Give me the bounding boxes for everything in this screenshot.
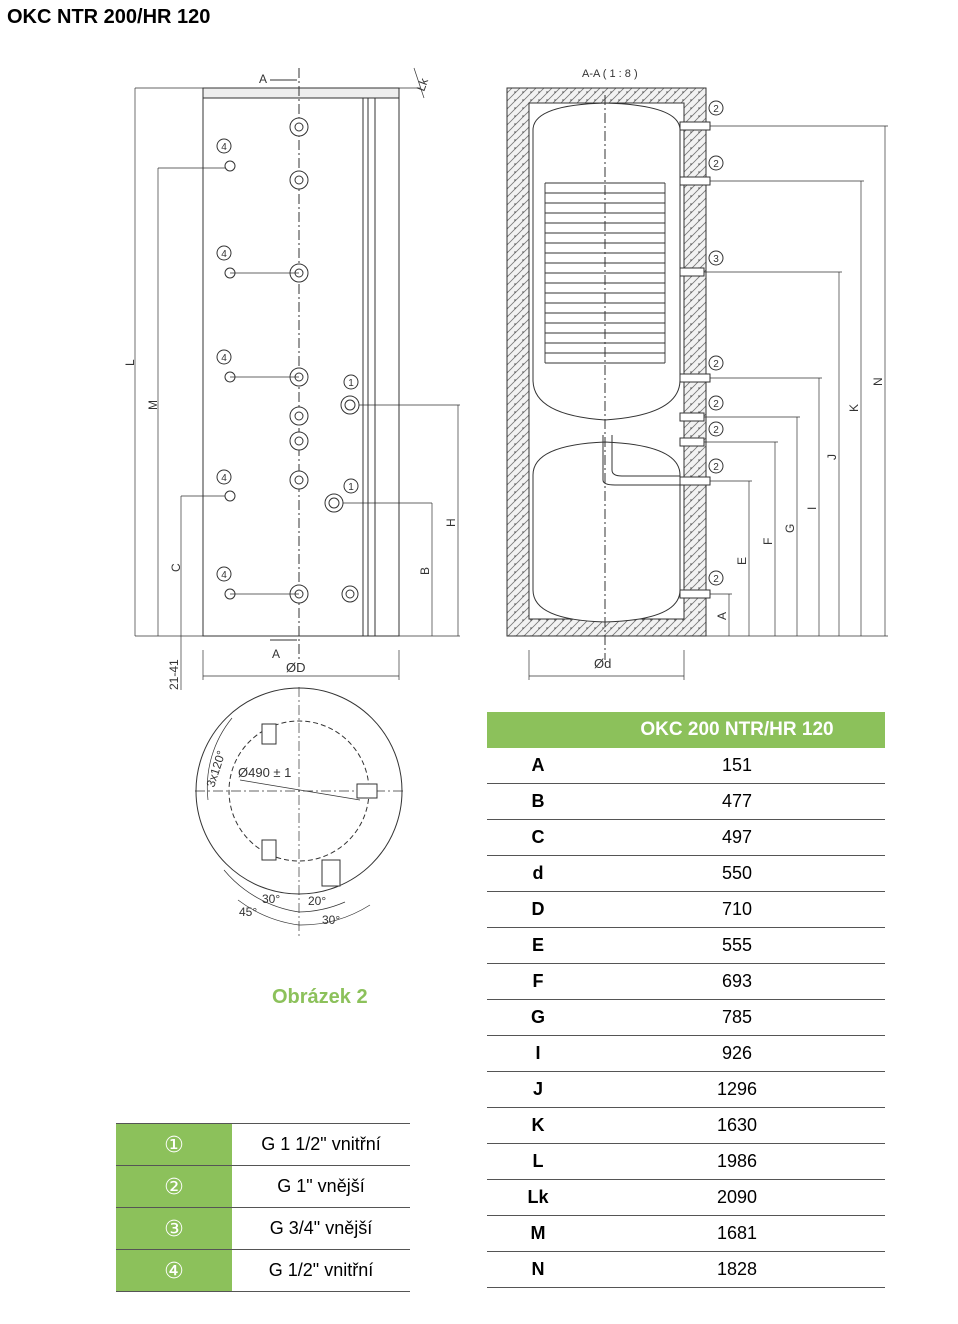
dim-label-C: C bbox=[169, 563, 183, 572]
page-title: OKC NTR 200/HR 120 bbox=[7, 6, 211, 28]
table-header-model: OKC 200 NTR/HR 120 bbox=[589, 712, 885, 748]
dimension-label: F bbox=[487, 964, 589, 1000]
section-marker-bottom: A bbox=[272, 647, 281, 661]
dim-label-K: K bbox=[847, 403, 861, 412]
dim-lk-label: Lk bbox=[413, 76, 432, 94]
top-view-angle-3: 20° bbox=[308, 894, 327, 908]
dim-label-E: E bbox=[735, 556, 749, 565]
thread-symbol: ② bbox=[116, 1166, 232, 1208]
marker-4: 4 bbox=[221, 570, 227, 581]
top-view-diameter: Ø490 ± 1 bbox=[238, 765, 292, 780]
dimensions-table bbox=[487, 712, 885, 1288]
dim-label-B: B bbox=[418, 566, 432, 575]
marker-3: 3 bbox=[713, 254, 719, 265]
thread-description: G 1" vnější bbox=[232, 1166, 410, 1208]
dimension-value: 497 bbox=[589, 820, 885, 856]
dimension-label: C bbox=[487, 820, 589, 856]
dimension-label: M bbox=[487, 1216, 589, 1252]
marker-2: 2 bbox=[713, 462, 719, 473]
table-row bbox=[116, 1208, 410, 1250]
dimension-label: E bbox=[487, 928, 589, 964]
table-row bbox=[487, 1216, 885, 1252]
marker-1: 1 bbox=[348, 482, 354, 493]
thread-description: G 3/4" vnější bbox=[232, 1208, 410, 1250]
table-row bbox=[487, 1144, 885, 1180]
section-marker-top: A bbox=[259, 72, 268, 86]
dim-offset: 21-41 bbox=[167, 659, 181, 690]
dimension-value: 926 bbox=[589, 1036, 885, 1072]
table-row bbox=[487, 1000, 885, 1036]
dimension-label: d bbox=[487, 856, 589, 892]
dimension-label: B bbox=[487, 784, 589, 820]
table-row bbox=[116, 1166, 410, 1208]
table-row bbox=[487, 964, 885, 1000]
dimension-label: K bbox=[487, 1108, 589, 1144]
dimension-label: A bbox=[487, 748, 589, 784]
dimension-label: G bbox=[487, 1000, 589, 1036]
dim-diameter-D: ØD bbox=[286, 660, 306, 675]
marker-2: 2 bbox=[713, 399, 719, 410]
marker-4: 4 bbox=[221, 249, 227, 260]
marker-2: 2 bbox=[713, 104, 719, 115]
dim-label-G: G bbox=[783, 523, 797, 533]
marker-2: 2 bbox=[713, 425, 719, 436]
table-row bbox=[487, 1252, 885, 1288]
dimension-label: N bbox=[487, 1252, 589, 1288]
dimension-value: 1630 bbox=[589, 1108, 885, 1144]
dimension-value: 693 bbox=[589, 964, 885, 1000]
marker-2: 2 bbox=[713, 159, 719, 170]
table-row bbox=[487, 1108, 885, 1144]
table-row bbox=[487, 820, 885, 856]
thread-symbol: ① bbox=[116, 1124, 232, 1166]
dimension-value: 785 bbox=[589, 1000, 885, 1036]
top-view-angle-1: 3x120° bbox=[203, 748, 229, 789]
dimension-label: J bbox=[487, 1072, 589, 1108]
table-row bbox=[487, 928, 885, 964]
table-row bbox=[487, 1072, 885, 1108]
marker-2: 2 bbox=[713, 574, 719, 585]
table-row bbox=[487, 784, 885, 820]
dim-label-N: N bbox=[871, 377, 885, 386]
marker-4: 4 bbox=[221, 473, 227, 484]
dim-label-H: H bbox=[444, 518, 458, 527]
dimension-value: 1986 bbox=[589, 1144, 885, 1180]
dim-label-M: M bbox=[146, 400, 160, 410]
dimension-label: D bbox=[487, 892, 589, 928]
marker-4: 4 bbox=[221, 142, 227, 153]
dim-diameter-d: Ød bbox=[594, 656, 612, 671]
table-row bbox=[487, 1036, 885, 1072]
top-view-angle-5: 30° bbox=[322, 913, 341, 927]
table-row bbox=[116, 1124, 410, 1166]
dimension-value: 1828 bbox=[589, 1252, 885, 1288]
top-view-angle-4: 45° bbox=[239, 905, 258, 919]
dim-label-L: L bbox=[123, 359, 137, 366]
dimension-label: Lk bbox=[487, 1180, 589, 1216]
dimension-label: L bbox=[487, 1144, 589, 1180]
dim-label-I: I bbox=[805, 506, 819, 510]
dimension-value: 2090 bbox=[589, 1180, 885, 1216]
dimension-value: 477 bbox=[589, 784, 885, 820]
marker-2: 2 bbox=[713, 359, 719, 370]
marker-1: 1 bbox=[348, 378, 354, 389]
dim-label-F: F bbox=[761, 537, 775, 545]
dimension-value: 555 bbox=[589, 928, 885, 964]
dimension-value: 151 bbox=[589, 748, 885, 784]
thread-description: G 1 1/2" vnitřní bbox=[232, 1124, 410, 1166]
dimension-value: 1296 bbox=[589, 1072, 885, 1108]
dimension-value: 1681 bbox=[589, 1216, 885, 1252]
table-header-blank bbox=[487, 712, 589, 748]
table-row bbox=[487, 856, 885, 892]
table-row bbox=[487, 892, 885, 928]
dim-label-A: A bbox=[715, 611, 729, 620]
dimension-value: 710 bbox=[589, 892, 885, 928]
table-header-row bbox=[487, 712, 885, 748]
dim-label-J: J bbox=[825, 454, 839, 460]
table-row bbox=[116, 1250, 410, 1292]
marker-4: 4 bbox=[221, 353, 227, 364]
thread-symbol: ④ bbox=[116, 1250, 232, 1292]
thread-description: G 1/2" vnitřní bbox=[232, 1250, 410, 1292]
table-row bbox=[487, 1180, 885, 1216]
thread-legend-table bbox=[116, 1123, 410, 1292]
table-row bbox=[487, 748, 885, 784]
figure-caption: Obrázek 2 bbox=[272, 986, 368, 1008]
top-view-angle-2: 30° bbox=[262, 892, 281, 906]
dimension-label: I bbox=[487, 1036, 589, 1072]
section-label: A-A ( 1 : 8 ) bbox=[582, 68, 638, 80]
thread-symbol: ③ bbox=[116, 1208, 232, 1250]
dimension-value: 550 bbox=[589, 856, 885, 892]
